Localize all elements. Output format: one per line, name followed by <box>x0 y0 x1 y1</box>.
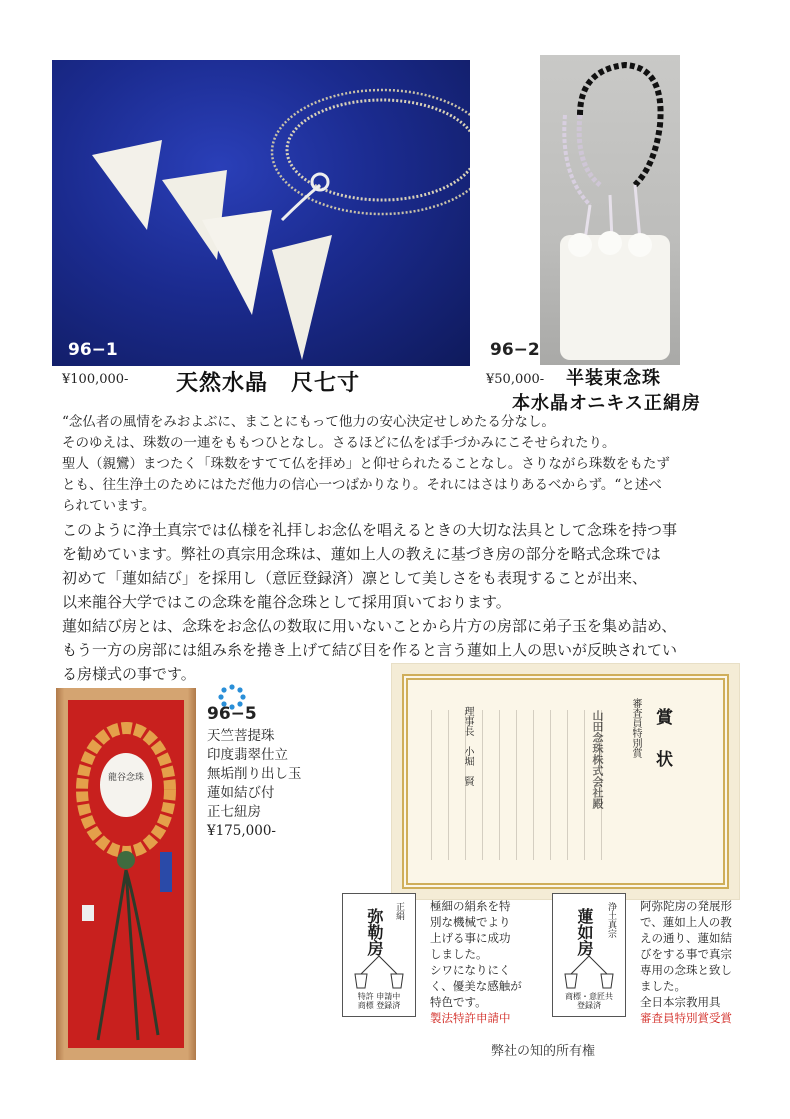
main-line: 蓮如結び房とは、念珠をお念仏の数取に用いないことから片方の房部に弟子玉を集め詰め、 <box>62 617 677 635</box>
desc-line: 極細の絹糸を特 <box>430 899 511 913</box>
tag-side-label: 浄土真宗 <box>606 902 616 938</box>
product-code-96-5: 96−5 <box>207 704 257 724</box>
desc-line: く、優美な感触が <box>430 979 522 993</box>
product-name-96-2: 半装束念珠 <box>566 368 661 389</box>
desc-line: 専用の念珠と致し <box>640 963 732 977</box>
product-code-96-2: 96−2 <box>490 340 540 360</box>
desc-line: 阿弥陀房の発展形 <box>640 899 732 913</box>
ip-caption: 弊社の知的所有権 <box>491 1044 596 1059</box>
desc-line: 上げる事に成功 <box>430 931 511 945</box>
spec-line: 正七紐房 <box>207 804 261 820</box>
desc-line: えの通り、蓮如結 <box>640 931 732 945</box>
quote-line: られています。 <box>62 498 156 514</box>
bodhi-rosary-illustration <box>68 700 184 1048</box>
product-subname-96-2: 本水晶オニキス正絹房 <box>512 393 701 414</box>
certificate-award: 審査員特別賞 <box>630 698 641 758</box>
certificate-recipient: 山田念珠株式会社殿 <box>591 710 604 809</box>
main-line: このように浄土真宗では仏様を礼拝しお念仏を唱えるときの大切な法具として念珠を持つ事 <box>62 521 678 539</box>
onyx-rosary-illustration <box>540 55 680 365</box>
patent-note: 製法特許申請中 <box>430 1011 511 1025</box>
quote-line: とも、往生浄土のためにはただ他力の信心一つばかりなり。それにはさはりあるべからず。“と述べ <box>62 477 662 493</box>
tassel-icon <box>351 956 407 990</box>
tag-name: 蓮如房 <box>575 908 594 956</box>
main-line: 初めて「蓮如結び」を採用し（意匠登録済）凛として美しさをも表現することが出来、 <box>62 569 648 587</box>
trademark-desc-miroku <box>430 898 540 1026</box>
crystal-rosary-illustration <box>52 60 470 366</box>
price-96-5: ¥175,000- <box>207 823 276 839</box>
desc-line: しました。 <box>430 947 488 961</box>
certificate-body-text <box>422 710 612 860</box>
desc-line: 別な機械でより <box>430 915 511 929</box>
product-name-96-1: 天然水晶 尺七寸 <box>176 370 361 396</box>
product-photo-96-5 <box>56 688 196 1060</box>
desc-line: ました。 <box>640 979 686 993</box>
quote-line: そのゆえは、珠数の一連をももつひとなし。さるほどに仏をば手づかみにこそせられたり。 <box>62 435 616 451</box>
desc-line: びをする事で真宗 <box>640 947 732 961</box>
main-line: もう一方の房部には組み糸を捲き上げて結び目を作ると言う蓮如上人の思いが反映されてい <box>62 641 678 659</box>
desc-line: 特色です。 <box>430 995 487 1009</box>
certificate-title: 賞 状 <box>652 708 672 771</box>
tag-registration: 商標・意匠共 登録済 <box>565 992 613 1010</box>
trademark-tag-miroku <box>342 893 416 1017</box>
tag-registration: 特許 申請中 商標 登録済 <box>357 992 401 1010</box>
product-code: 96−1 <box>68 340 118 360</box>
tag-side-label: 正絹 <box>394 902 404 920</box>
spec-line: 印度翡翠仕立 <box>207 747 288 763</box>
main-line: を勧めています。弊社の真宗用念珠は、蓮如上人の教えに基づき房の部分を略式念珠では <box>62 545 661 563</box>
spec-line: 無垢削り出し玉 <box>207 766 302 782</box>
price-96-2: ¥50,000- <box>486 372 545 387</box>
product-photo-96-2 <box>540 55 680 365</box>
desc-line: シワになりにく <box>430 963 511 977</box>
spec-line: 蓮如結び付 <box>207 785 275 801</box>
product-info-96-5 <box>207 705 302 841</box>
certificate-signer: 理事長 小堀 賢 <box>462 706 473 786</box>
main-line: る房様式の事です。 <box>62 665 196 683</box>
desc-line: 全日本宗教用具 <box>640 995 721 1009</box>
quote-line: “念仏者の風情をみおよぶに、まことにもって他力の安心決定せしめたる分なし。 <box>62 414 555 430</box>
quote-line: 聖人（親鸞）まつたく「珠数をすてて仏を拝め」と仰せられたることなし。さりながら珠数をもたず <box>62 456 670 472</box>
award-note: 審査員特別賞受賞 <box>640 1011 732 1025</box>
price-96-1: ¥100,000- <box>62 372 129 387</box>
award-certificate <box>392 664 739 899</box>
product-photo-96-1 <box>52 60 470 366</box>
main-line: 以来龍谷大学ではこの念珠を龍谷念珠として採用頂いております。 <box>62 593 511 611</box>
tassel-icon <box>561 956 617 990</box>
trademark-desc-rennyo <box>640 898 758 1026</box>
box-label: 龍谷念珠 <box>107 773 145 783</box>
trademark-tag-rennyo <box>552 893 626 1017</box>
certificate-frame <box>402 674 729 889</box>
description-text <box>62 412 752 685</box>
desc-line: で、蓮如上人の教 <box>640 915 732 929</box>
spec-line: 天竺菩提珠 <box>207 728 275 744</box>
tag-name: 弥勒房 <box>365 908 384 956</box>
